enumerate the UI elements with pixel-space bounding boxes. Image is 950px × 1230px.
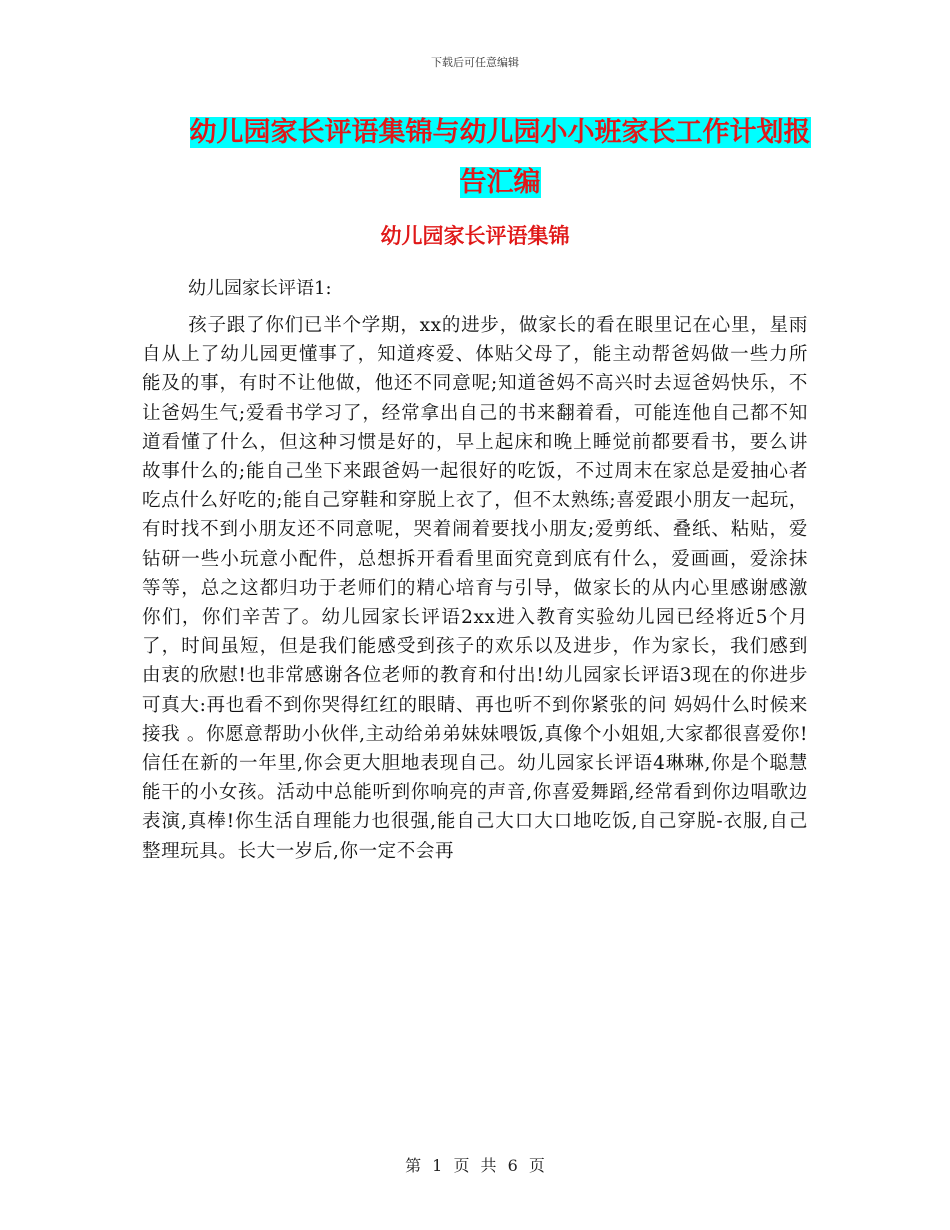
section-title: 幼儿园家长评语集锦	[380, 224, 570, 248]
body-paragraph: 孩子跟了你们已半个学期，xx的进步，做家长的看在眼里记在心里，星雨自从上了幼儿园更懂事了，知道疼爱、体贴父母了，能主动帮爸妈做一些力所能及的事，有时不让他做，他还不同意呢;知道爸妈不高兴时去逗爸妈快乐，不让爸妈生气;爱看书学习了，经常拿出自己的书来翻着看，可能连他自己都不知道看懂了什么，但这种习惯是好的，早上起床和晚上睡觉前都要看书，要么讲故事什么的;能自己坐下来跟爸妈一起很好的吃饭，不过周末在家总是爱抽心者吃点什么好吃的;能自己穿鞋和穿脱上衣了，但不太熟练;喜爱跟小朋友一起玩，有时找不到小朋友还不同意呢，哭着闹着要找小朋友;爱剪纸、叠纸、粘贴，爱钻研一些小玩意小配件，总想拆开看看里面究竟到底有什么，爱画画，爱涂抹等等，总之这都归功于老师们的精心培育与引导，做家长的从内心里感谢感激你们，你们辛苦了。幼儿园家长评语2xx进入教育实验幼儿园已经将近5个月了，时间虽短，但是我们能感受到孩子的欢乐以及进步，作为家长，我们感到由衷的欣慰!也非常感谢各位老师的教育和付出!幼儿园家长评语3现在的你进步可真大:再也看不到你哭得红红的眼睛、再也听不到你紧张的问 妈妈什么时候来接我 。你愿意帮助小伙伴,主动给弟弟妹妹喂饭,真像个小姐姐,大家都很喜爱你!信任在新的一年里,你会更大胆地表现自己。幼儿园家长评语4琳琳,你是个聪慧能干的小女孩。活动中总能听到你响亮的声音,你喜爱舞蹈,经常看到你边唱歌边表演,真棒!你生活自理能力也很强,能自己大口大口地吃饭,自己穿脱-衣服,自己整理玩具。长大一岁后,你一定不会再	[142, 315, 808, 862]
section-subhead: 幼儿园家长评语1:	[188, 278, 332, 299]
document-title	[140, 108, 860, 208]
document-title-line1: 幼儿园家长评语集锦与幼儿园小小班家长工作计划报	[189, 117, 811, 148]
header-note: 下载后可任意编辑	[431, 56, 519, 69]
document-title-line2: 告汇编	[459, 167, 541, 198]
page-footer: 第 1 页 共 6 页	[405, 1156, 545, 1175]
